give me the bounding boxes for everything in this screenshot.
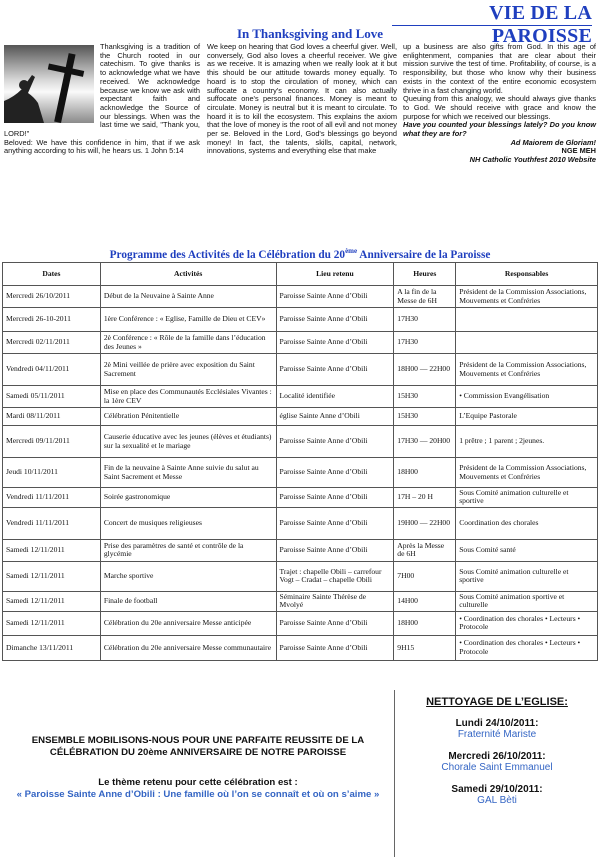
cell-resp — [456, 308, 598, 332]
article-column-1 — [4, 43, 200, 156]
cell-place: Paroisse Sainte Anne d’Obili — [276, 507, 394, 539]
closing-motto: Ad Maiorem de Gloriam! — [510, 137, 596, 147]
cleaning-schedule — [394, 690, 599, 857]
author-name: NGE MEH — [561, 146, 596, 156]
cell-place: Paroisse Sainte Anne d’Obili — [276, 286, 394, 308]
header-responsables: Responsables — [456, 263, 598, 286]
cell-time: 17H30 — [394, 332, 456, 354]
cell-activity: Célébration du 20e anniversaire Messe anticipée — [100, 611, 276, 635]
cell-resp: Président de la Commission Associations, Mouvements et Confréries — [456, 354, 598, 386]
cell-activity: Mise en place des Communautés Ecclésiales Vivantes : la 1ère CEV — [100, 386, 276, 408]
cleaning-group: Fraternité Mariste — [457, 729, 537, 740]
cell-date: Vendredi 11/11/2011 — [3, 507, 101, 539]
table-row — [3, 507, 598, 539]
cell-place: Paroisse Sainte Anne d’Obili — [276, 539, 394, 561]
cell-activity: Concert de musiques religieuses — [100, 507, 276, 539]
article-source: NH Catholic Youthfest 2010 Website — [469, 155, 596, 165]
cell-resp: Sous Comité animation culturelle et sportive — [456, 561, 598, 591]
cross-silhouette-icon — [4, 45, 94, 123]
cell-time: 17H – 20 H — [394, 488, 456, 508]
cell-resp: Coordination des chorales — [456, 507, 598, 539]
cell-time: 15H30 — [394, 408, 456, 426]
cell-activity: Fin de la neuvaine à Sainte Anne suivie du salut au Saint Sacrement et Messe — [100, 458, 276, 488]
cell-place: Paroisse Sainte Anne d’Obili — [276, 458, 394, 488]
cell-place: Localité identifiée — [276, 386, 394, 408]
table-row — [3, 635, 598, 660]
cell-date: Dimanche 13/11/2011 — [3, 635, 101, 660]
cleaning-date: Samedi 29/10/2011: — [451, 784, 543, 795]
cell-resp: Sous Comité animation culturelle et sportive — [456, 488, 598, 508]
table-row — [3, 591, 598, 611]
table-row — [3, 458, 598, 488]
section-masthead — [392, 2, 592, 47]
table-row — [3, 354, 598, 386]
header-lieu: Lieu retenu — [276, 263, 394, 286]
cell-date: Samedi 05/11/2011 — [3, 386, 101, 408]
cell-date: Jeudi 10/11/2011 — [3, 458, 101, 488]
cell-activity: 1ère Conférence : « Eglise, Famille de Dieu et CEV» — [100, 308, 276, 332]
money-paragraph: We keep on hearing that God loves a cheerful giver. Well, conversely, God also loves a cheerful receiver. We give as we receive. It is amazing when we really look at it but this should be our attitude towards money equally. To hoard is to stop the circulation of money, which can suffocate a country's economy. It can also actually suffocate one's personal finances. Money is meant to circulate. Money is neutral but it is meant to circulate. To hoard it is to kill the ecosystem. This explains the axiom that the love of money is the root of all evil and not money per se. Beloved in the Lord, God's blessings go beyond money! In fact, the talents, skills, capital, network, innovations, systems and everything else that make — [207, 42, 397, 156]
cell-activity: Célébration du 20e anniversaire Messe communautaire — [100, 635, 276, 660]
cell-date: Samedi 12/11/2011 — [3, 561, 101, 591]
cleaning-title: NETTOYAGE DE L’EGLISE: — [426, 696, 568, 708]
table-row — [3, 308, 598, 332]
cell-time: 18H00 — 22H00 — [394, 354, 456, 386]
header-heures: Heures — [394, 263, 456, 286]
cell-place: Paroisse Sainte Anne d’Obili — [276, 332, 394, 354]
blessings-question: Have you counted your blessings lately? Do you know what they are for? — [403, 120, 596, 139]
cleaning-group: Chorale Saint Emmanuel — [441, 762, 553, 773]
cell-date: Vendredi 11/11/2011 — [3, 488, 101, 508]
cell-place: Paroisse Sainte Anne d’Obili — [276, 426, 394, 458]
beloved-paragraph: Beloved: We have this confidence in him, that if we ask anything according to his will, he hears us. 1 John 5:14 — [4, 137, 200, 156]
article-column-3 — [403, 43, 596, 165]
cell-place: Paroisse Sainte Anne d’Obili — [276, 635, 394, 660]
cell-time: 18H00 — [394, 611, 456, 635]
cell-date: Vendredi 04/11/2011 — [3, 354, 101, 386]
table-header-row — [3, 263, 598, 286]
programme-table — [2, 262, 598, 661]
table-row — [3, 611, 598, 635]
cell-activity: 2è Mini veillée de prière avec exposition du Saint Sacrement — [100, 354, 276, 386]
cell-date: Mercredi 02/11/2011 — [3, 332, 101, 354]
cell-time: 15H30 — [394, 386, 456, 408]
table-row — [3, 332, 598, 354]
cell-resp: • Commission Evangélisation — [456, 386, 598, 408]
article-title: In Thanksgiving and Love — [236, 26, 384, 41]
cell-activity: Prise des paramètres de santé et contrôle de la glycémie — [100, 539, 276, 561]
header-activites: Activités — [100, 263, 276, 286]
cell-resp: Président de la Commission Associations, Mouvements et Confréries — [456, 286, 598, 308]
header-dates: Dates — [3, 263, 101, 286]
cell-time: Après la Messe de 6H — [394, 539, 456, 561]
cell-resp — [456, 332, 598, 354]
celebration-theme: « Paroisse Sainte Anne d’Obili : Une famille où l’on se connaît et où on s’aime » — [16, 789, 380, 800]
cleaning-date: Lundi 24/10/2011: — [455, 718, 539, 729]
cell-time: 14H00 — [394, 591, 456, 611]
cell-resp: L’Equipe Pastorale — [456, 408, 598, 426]
table-row — [3, 408, 598, 426]
theme-label: Le thème retenu pour cette célébration est : — [98, 777, 298, 788]
cell-place: église Sainte Anne d’Obili — [276, 408, 394, 426]
rally-slogan: ENSEMBLE MOBILISONS-NOUS POUR UNE PARFAITE REUSSITE DE LA CÉLÉBRATION DU 20ème ANNIVERSAIRE DE NOTRE PAROISSE — [31, 735, 365, 758]
cell-date: Samedi 12/11/2011 — [3, 591, 101, 611]
article-column-2 — [207, 43, 397, 156]
cell-time: 18H00 — [394, 458, 456, 488]
cell-place: Paroisse Sainte Anne d’Obili — [276, 308, 394, 332]
cell-date: Mercredi 26/10/2011 — [3, 286, 101, 308]
table-row — [3, 286, 598, 308]
cleaning-entry — [395, 784, 599, 806]
cell-date: Mercredi 09/11/2011 — [3, 426, 101, 458]
section-title: VIE DE LA PAROISSE — [489, 2, 592, 47]
cell-time: 17H30 — 20H00 — [394, 426, 456, 458]
table-row — [3, 386, 598, 408]
cell-place: Trajet : chapelle Obili – carrefour Vogt – Cradat – chapelle Obili — [276, 561, 394, 591]
cell-resp: Président de la Commission Associations, Mouvements et Confréries — [456, 458, 598, 488]
cell-activity: Finale de football — [100, 591, 276, 611]
cell-time: 7H00 — [394, 561, 456, 591]
cell-activity: 2è Conférence : « Rôle de la famille dans l’éducation des Jeunes » — [100, 332, 276, 354]
cell-date: Mercredi 26-10-2011 — [3, 308, 101, 332]
table-row — [3, 488, 598, 508]
rally-call — [8, 735, 388, 801]
cell-place: Paroisse Sainte Anne d’Obili — [276, 611, 394, 635]
cleaning-entry — [395, 718, 599, 740]
cross-photo — [4, 45, 94, 123]
cell-resp: • Coordination des chorales • Lecteurs • Protocole — [456, 635, 598, 660]
business-paragraph: up a business are also gifts from God. In this age of enlightenment, companies that are clear about their mission survive the test of time. Profitability, of course, is a responsibility, but those who know why their business exists in the context of the entire economic ecosystem thrive in a fast changing world. — [403, 42, 596, 95]
cell-date: Samedi 12/11/2011 — [3, 611, 101, 635]
cell-time: 9H15 — [394, 635, 456, 660]
cell-activity: Marche sportive — [100, 561, 276, 591]
cell-date: Samedi 12/11/2011 — [3, 539, 101, 561]
cleaning-date: Mercredi 26/10/2011: — [448, 751, 546, 762]
cell-activity: Célébration Pénitentielle — [100, 408, 276, 426]
cell-activity: Causerie éducative avec les jeunes (élèves et étudiants) sur la sexualité et le mariage — [100, 426, 276, 458]
cell-place: Séminaire Sainte Thérèse de Mvolyé — [276, 591, 394, 611]
table-row — [3, 426, 598, 458]
table-row — [3, 561, 598, 591]
programme-title: Programme des Activités de la Célébration du 20ème Anniversaire de la Paroisse — [109, 247, 491, 261]
cell-activity: Soirée gastronomique — [100, 488, 276, 508]
cell-resp: Sous Comité animation sportive et culturelle — [456, 591, 598, 611]
cell-resp: 1 prêtre ; 1 parent ; 2jeunes. — [456, 426, 598, 458]
cell-activity: Début de la Neuvaine à Sainte Anne — [100, 286, 276, 308]
cell-time: 19H00 — 22H00 — [394, 507, 456, 539]
intro-paragraph: Thanksgiving is a tradition of the Church rooted in our catechism. To give thanks is to acknowledge what we have received. We acknowledge because we know we ask with expectant faith and acknowledge the Source of our blessings. When was the last time we said, "Thank you, LORD!" — [4, 42, 200, 139]
cell-date: Mardi 08/11/2011 — [3, 408, 101, 426]
cell-time: A la fin de la Messe de 6H — [394, 286, 456, 308]
cell-resp: • Coordination des chorales • Lecteurs • Protocole — [456, 611, 598, 635]
cell-resp: Sous Comité santé — [456, 539, 598, 561]
cleaning-group: GAL Bèti — [477, 795, 517, 806]
table-row — [3, 539, 598, 561]
cell-time: 17H30 — [394, 308, 456, 332]
cell-place: Paroisse Sainte Anne d’Obili — [276, 354, 394, 386]
cell-place: Paroisse Sainte Anne d’Obili — [276, 488, 394, 508]
cleaning-entry — [395, 751, 599, 773]
thanks-paragraph: Queuing from this analogy, we should always give thanks to God. We should receive with grace and know the purpose for which we received our blessings. — [403, 94, 596, 121]
